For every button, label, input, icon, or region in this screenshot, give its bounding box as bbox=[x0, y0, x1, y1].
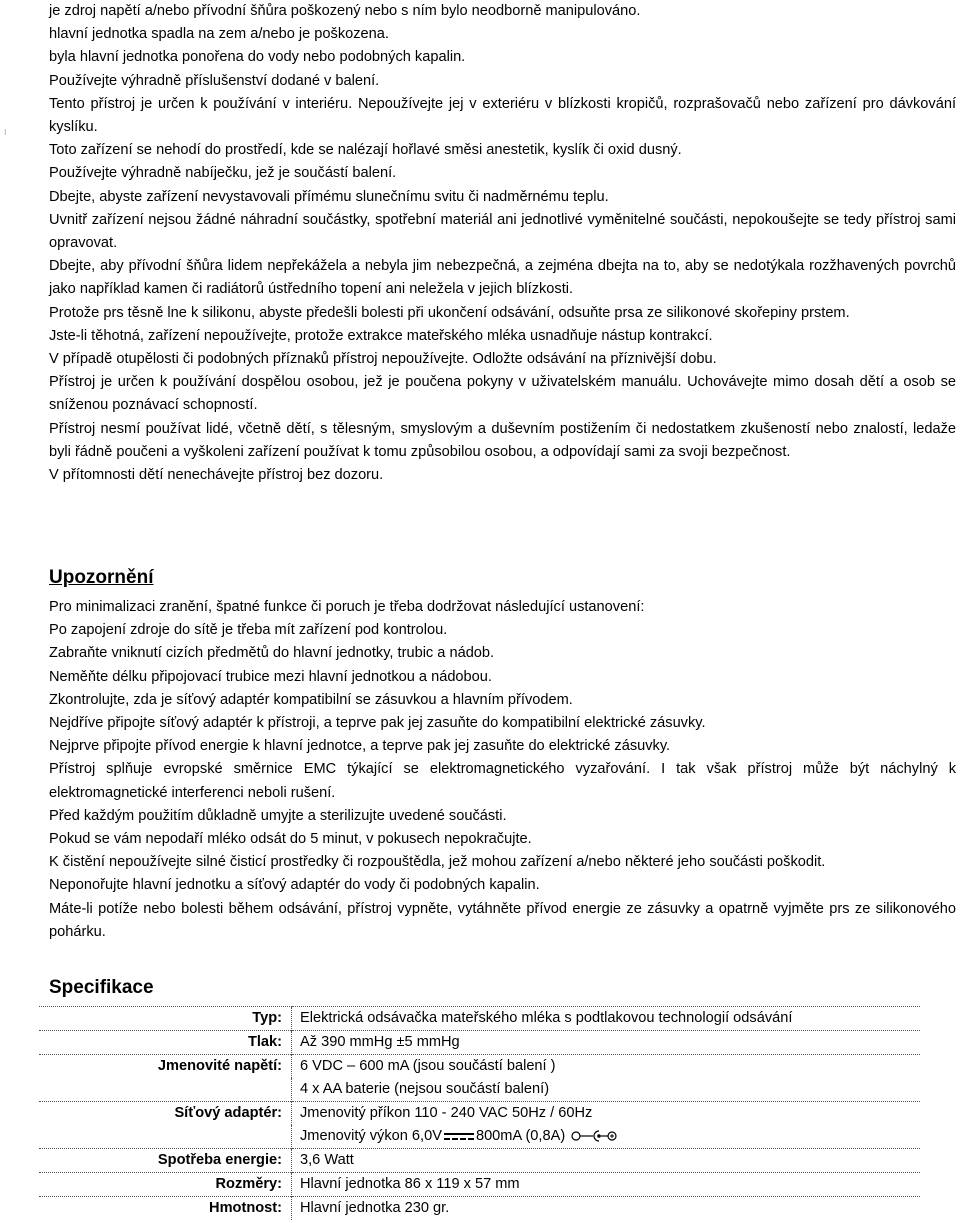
warning-line: Neponořujte hlavní jednotku a síťový adaptér do vody či podobných kapalin. bbox=[49, 877, 540, 894]
spec-label bbox=[39, 1078, 292, 1102]
spec-row bbox=[39, 1102, 920, 1126]
spec-label: Síťový adaptér: bbox=[39, 1102, 292, 1126]
warning-line: K čistění nepoužívejte silné čisticí prostředky či rozpouštědla, jež mohou zařízení a/nebo některé jeho součásti poškodit. bbox=[49, 854, 826, 871]
spec-label: Tlak: bbox=[39, 1031, 292, 1055]
safety-line: Tento přístroj je určen k používání v interiéru. Nepoužívejte jej v exteriéru v blízkosti kropičů, rozprašovačů nebo zařízení pro dávkování kyslíku. bbox=[49, 95, 956, 136]
safety-line: V případě otupělosti či podobných příznaků přístroj nepoužívejte. Odložte odsávání na příznivější dobu. bbox=[49, 351, 717, 368]
dc-symbol-icon bbox=[444, 1131, 474, 1141]
warning-line: Máte-li potíže nebo bolesti během odsávání, přístroj vypněte, vytáhněte přívod energie ze zásuvky a opatrně vyjměte prs ze silikonového pohárku. bbox=[49, 900, 956, 940]
warning-line: Nejprve připojte přívod energie k hlavní jednotce, a teprve pak jej zasuňte do elektrické zásuvky. bbox=[49, 738, 671, 755]
warning-heading: Upozornění bbox=[49, 567, 154, 588]
safety-line: Uvnitř zařízení nejsou žádné náhradní součástky, spotřební materiál ani jednotlivé vyměnitelné součásti, nepokoušejte se tedy přístroj sami opravovat. bbox=[49, 211, 956, 252]
safety-line: Používejte výhradně nabíječku, jež je součástí balení. bbox=[49, 165, 397, 182]
safety-line: je zdroj napětí a/nebo přívodní šňůra poškozený nebo s ním bylo neodborně manipulováno. bbox=[49, 3, 641, 19]
warning-line: Zkontrolujte, zda je síťový adaptér kompatibilní se zásuvkou a hlavním přívodem. bbox=[49, 691, 573, 708]
warning-line: Nejdříve připojte síťový adaptér k přístroji, a teprve pak jej zasuňte do kompatibilní elektrické zásuvky. bbox=[49, 715, 706, 732]
warning-line: Pro minimalizaci zranění, špatné funkce či poruch je třeba dodržovat následující ustanovení: bbox=[49, 599, 645, 615]
spec-value: 3,6 Watt bbox=[292, 1149, 921, 1173]
safety-line: Jste-li těhotná, zařízení nepoužívejte, protože extrakce mateřského mléka usnadňuje nástup kontrakcí. bbox=[49, 327, 713, 344]
spec-value: Hlavní jednotka 86 x 119 x 57 mm bbox=[292, 1173, 921, 1197]
spec-value bbox=[292, 1125, 921, 1149]
warning-line: Pokud se vám nepodaří mléko odsát do 5 minut, v pokusech nepokračujte. bbox=[49, 831, 532, 848]
spec-value-pre: Jmenovitý výkon 6,0V bbox=[300, 1128, 442, 1144]
spec-label: Spotřeba energie: bbox=[39, 1149, 292, 1173]
warning-line: Přístroj splňuje evropské směrnice EMC týkající se elektromagnetického vyzařování. I tak však přístroj může být náchylný k elektromagnetické interferenci neboli rušení. bbox=[49, 761, 956, 801]
spec-row bbox=[39, 1031, 920, 1055]
spec-row bbox=[39, 1125, 920, 1149]
specification-table bbox=[39, 1006, 920, 1220]
warning-line: Před každým použitím důkladně umyjte a sterilizujte uvedené součásti. bbox=[49, 807, 507, 824]
spec-label: Rozměry: bbox=[39, 1173, 292, 1197]
spec-label bbox=[39, 1125, 292, 1149]
safety-line: Toto zařízení se nehodí do prostředí, kde se nalézají hořlavé směsi anestetik, kyslík či oxid dusný. bbox=[49, 142, 682, 159]
safety-line: Protože prs těsně lne k silikonu, abyste předešli bolesti při ukončení odsávání, odsuňte prsa ze silikonové skořepiny prstem. bbox=[49, 304, 850, 321]
spec-value: Jmenovitý příkon 110 - 240 VAC 50Hz / 60Hz bbox=[292, 1102, 921, 1126]
safety-line: Přístroj je určen k používání dospělou osobou, jež je poučena pokyny v uživatelském manuálu. Uchovávejte mimo dosah dětí a osob se sníženou poznávací schopností. bbox=[49, 374, 956, 414]
spec-row bbox=[39, 1173, 920, 1197]
spec-value: Elektrická odsávačka mateřského mléka s podtlakovou technologií odsávání bbox=[292, 1007, 921, 1031]
spec-row bbox=[39, 1197, 920, 1221]
margin-mark: ⁝ bbox=[4, 128, 7, 137]
polarity-icon bbox=[571, 1129, 619, 1143]
specification-heading: Specifikace bbox=[49, 977, 154, 998]
safety-instructions bbox=[49, 0, 956, 487]
warning-list bbox=[49, 596, 956, 944]
spec-row bbox=[39, 1149, 920, 1173]
safety-line: Dbejte, aby přívodní šňůra lidem nepřekážela a nebyla jim nebezpečná, a zejména dbejta na to, aby se nedotýkala rozžhavených povrchů jako například kamen či radiátorů ústředního topení ani neležela v jejich blízkosti. bbox=[49, 258, 956, 298]
spec-label: Jmenovité napětí: bbox=[39, 1055, 292, 1079]
spec-value: Až 390 mmHg ±5 mmHg bbox=[292, 1031, 921, 1055]
warning-line: Zabraňte vniknutí cizích předmětů do hlavní jednotky, trubic a nádob. bbox=[49, 645, 495, 662]
spec-value: Hlavní jednotka 230 gr. bbox=[292, 1197, 921, 1221]
spec-row bbox=[39, 1007, 920, 1031]
safety-line: V přítomnosti dětí nenechávejte přístroj bez dozoru. bbox=[49, 467, 384, 484]
spec-label: Hmotnost: bbox=[39, 1197, 292, 1221]
spec-row bbox=[39, 1055, 920, 1079]
warning-line: Neměňte délku připojovací trubice mezi hlavní jednotkou a nádobou. bbox=[49, 668, 492, 685]
spec-value-post: 800mA (0,8A) bbox=[475, 1128, 566, 1144]
safety-line: hlavní jednotka spadla na zem a/nebo je poškozena. bbox=[49, 26, 389, 43]
spec-value: 4 x AA baterie (nejsou součástí balení) bbox=[292, 1078, 921, 1102]
safety-line: Dbejte, abyste zařízení nevystavovali přímému slunečnímu svitu či nadměrnému teplu. bbox=[49, 188, 609, 205]
safety-line: Přístroj nesmí používat lidé, včetně dětí, s tělesným, smyslovým a duševním postižením či nedostatkem zkušeností nebo znalostí, ledaže byli řádně poučeni a vyškoleni zařízení používat k tomu způsobilou osobou, a odpovídají sami za svoji bezpečnost. bbox=[49, 420, 956, 460]
spec-row bbox=[39, 1078, 920, 1102]
safety-line: byla hlavní jednotka ponořena do vody nebo podobných kapalin. bbox=[49, 49, 466, 66]
warning-line: Po zapojení zdroje do sítě je třeba mít zařízení pod kontrolou. bbox=[49, 622, 448, 639]
spec-value: 6 VDC – 600 mA (jsou součástí balení ) bbox=[292, 1055, 921, 1079]
safety-line: Používejte výhradně příslušenství dodané v balení. bbox=[49, 72, 380, 89]
spec-label: Typ: bbox=[39, 1007, 292, 1031]
